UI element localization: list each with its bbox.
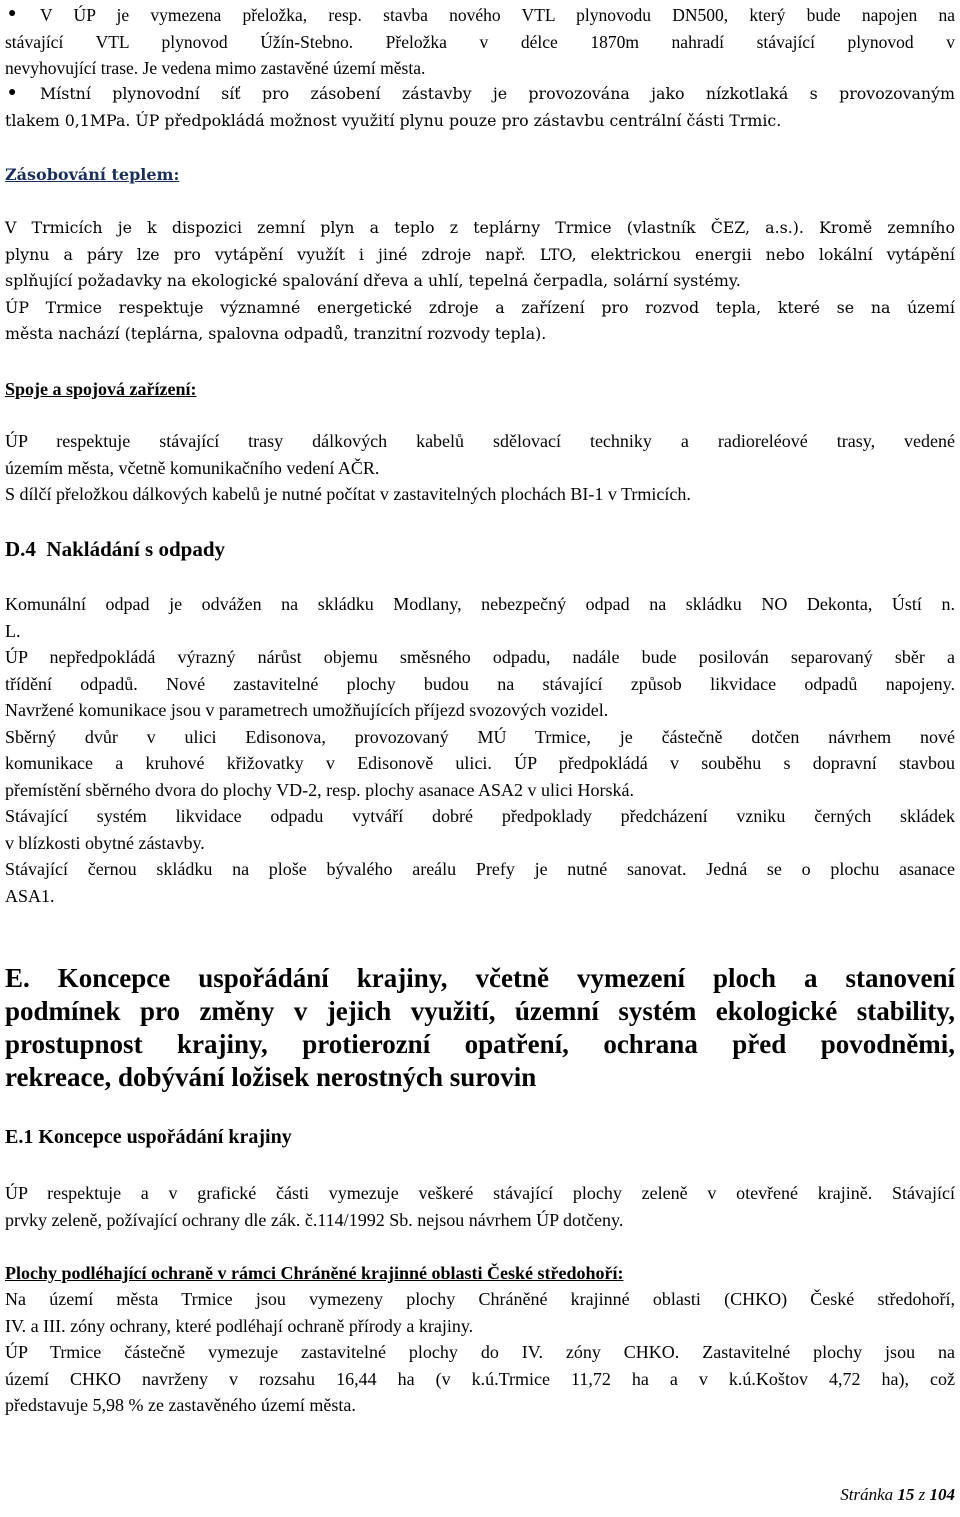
text-line: prvky zeleně, požívající ochrany dle zák. č.114/1992 Sb. nejsou návrhem ÚP dotčeny.: [5, 1209, 624, 1230]
text-line: komunikace a kruhové křižovatky v Edisonově ulici. ÚP předpokládá v souběhu s dopravní stavbou: [5, 753, 955, 773]
page-number: 15: [897, 1485, 915, 1504]
footer-separator: z: [918, 1485, 926, 1504]
text-line: ÚP Trmice částečně vymezuje zastavitelné plochy do IV. zóny CHKO. Zastavitelné plochy jsou na: [5, 1342, 955, 1362]
e1-paragraph: [5, 1180, 955, 1233]
heat-paragraph: [5, 215, 955, 348]
text-line: Na území města Trmice jsou vymezeny plochy Chráněné krajinné oblasti (CHKO) České středohoří,: [5, 1289, 955, 1309]
text-line: Stávající systém likvidace odpadu vytváří dobré předpoklady předcházení vzniku černých skládek: [5, 806, 955, 826]
section-heading-e1: [5, 1126, 292, 1149]
text-line: ÚP respektuje stávající trasy dálkových kabelů sdělovací techniky a radioreléové trasy, vedené: [5, 431, 955, 451]
chko-paragraphs: [5, 1286, 955, 1419]
section-heading-e: [5, 962, 955, 1094]
text-line: Místní plynovodní síť pro zásobení zástavby je provozována jako nízkotlaká s provozovaným: [40, 84, 955, 103]
text-line: plynu a páry lze pro vytápění využít i jiné zdroje např. LTO, elektrickou energii nebo lokální vytápění: [5, 244, 955, 264]
text-line: představuje 5,98 % ze zastavěného území města.: [5, 1395, 356, 1415]
text-line: přemístění sběrného dvora do plochy VD-2, resp. plochy asanace ASA2 v ulici Horská.: [5, 779, 635, 800]
text-line: L.: [5, 620, 21, 641]
text-line: nevyhovující trase. Je vedena mimo zastavěné území města.: [5, 58, 426, 78]
text-line: IV. a III. zóny ochrany, které podléhají ochraně přírody a krajiny.: [5, 1315, 474, 1336]
heading-line: E. Koncepce uspořádání krajiny, včetně vymezení ploch a stanovení: [5, 963, 955, 993]
bullet-paragraph: [5, 81, 955, 134]
text-line: třídění odpadů. Nové zastavitelné plochy budou na stávající způsob likvidace odpadů napojeny.: [5, 673, 955, 694]
text-line: města nachází (teplárna, spalovna odpadů, tranzitní rozvody tepla).: [5, 324, 547, 343]
text-line: V ÚP je vymezena přeložka, resp. stavba nového VTL plynovodu DN500, který bude napojen na: [40, 5, 955, 25]
text-line: Komunální odpad je odvážen na skládku Modlany, nebezpečný odpad na skládku NO Dekonta, Ústí n.: [5, 594, 955, 614]
bullet-icon: ●: [8, 85, 17, 100]
heading-line: podmínek pro změny v jejich využití, územní systém ekologické stability,: [5, 996, 955, 1026]
text-line: S dílčí přeložkou dálkových kabelů je nutné počítat v zastavitelných plochách BI-1 v Trmicích.: [5, 484, 691, 504]
text-line: v blízkosti obytné zástavby.: [5, 832, 205, 853]
text-line: tlakem 0,1MPa. ÚP předpokládá možnost využití plynu pouze pro zástavbu centrální části Trmic.: [5, 110, 782, 130]
heading-line: prostupnost krajiny, protierozní opatření, ochrana před povodněmi,: [5, 1029, 955, 1059]
section-heading-heat: Zásobování teplem:: [5, 165, 180, 184]
heading-line: rekreace, dobývání ložisek nerostných surovin: [5, 1062, 537, 1092]
text-line: ASA1.: [5, 885, 55, 906]
text-line: ÚP Trmice respektuje významné energetické zdroje a zařízení pro rozvod tepla, které se na území: [5, 297, 955, 317]
telecom-paragraph: [5, 428, 955, 508]
text-line: územím města, včetně komunikačního vedení AČR.: [5, 457, 380, 478]
text-line: ÚP respektuje a v grafické části vymezuje veškeré stávající plochy zeleně v otevřené krajině. Stávající: [5, 1183, 955, 1203]
text-line: Sběrný dvůr v ulici Edisonova, provozovaný MÚ Trmice, je částečně dotčen návrhem nové: [5, 726, 955, 747]
waste-paragraphs: [5, 591, 955, 909]
text-line: Stávající černou skládku na ploše bývalého areálu Prefy je nutné sanovat. Jedná se o plochu asanace: [5, 859, 955, 879]
footer-label: Stránka: [840, 1485, 894, 1504]
section-title: Koncepce uspořádání krajiny: [38, 1126, 292, 1148]
section-title: Nakládání s odpady: [46, 537, 226, 561]
text-line: Navržené komunikace jsou v parametrech umožňujících příjezd svozových vozidel.: [5, 700, 609, 720]
section-number: E.1: [5, 1126, 34, 1148]
page-footer: [840, 1485, 955, 1505]
text-line: ÚP nepředpokládá výrazný nárůst objemu směsného odpadu, nadále bude posilován separovaný sběr a: [5, 647, 955, 667]
page-total: 104: [929, 1485, 955, 1504]
bullet-icon: ●: [8, 6, 17, 21]
text-line: území CHKO navrženy v rozsahu 16,44 ha (v k.ú.Trmice 11,72 ha a v k.ú.Koštov 4,72 ha), což: [5, 1368, 955, 1389]
text-line: V Trmicích je k dispozici zemní plyn a teplo z teplárny Trmice (vlastník ČEZ, a.s.). Kromě zemního: [5, 218, 955, 237]
text-line: stávající VTL plynovod Úžín-Stebno. Přeložka v délce 1870m nahradí stávající plynovod v: [5, 31, 955, 52]
chko-heading: Plochy podléhající ochraně v rámci Chráněné krajinné oblasti České středohoří:: [5, 1263, 624, 1283]
section-heading-telecom: Spoje a spojová zařízení:: [5, 379, 197, 399]
section-number: D.4: [5, 537, 36, 561]
bullet-paragraph: [5, 2, 955, 82]
section-heading-d4: [5, 537, 225, 562]
text-line: splňující požadavky na ekologické spalování dřeva a uhlí, tepelná čerpadla, solární systémy.: [5, 271, 741, 290]
